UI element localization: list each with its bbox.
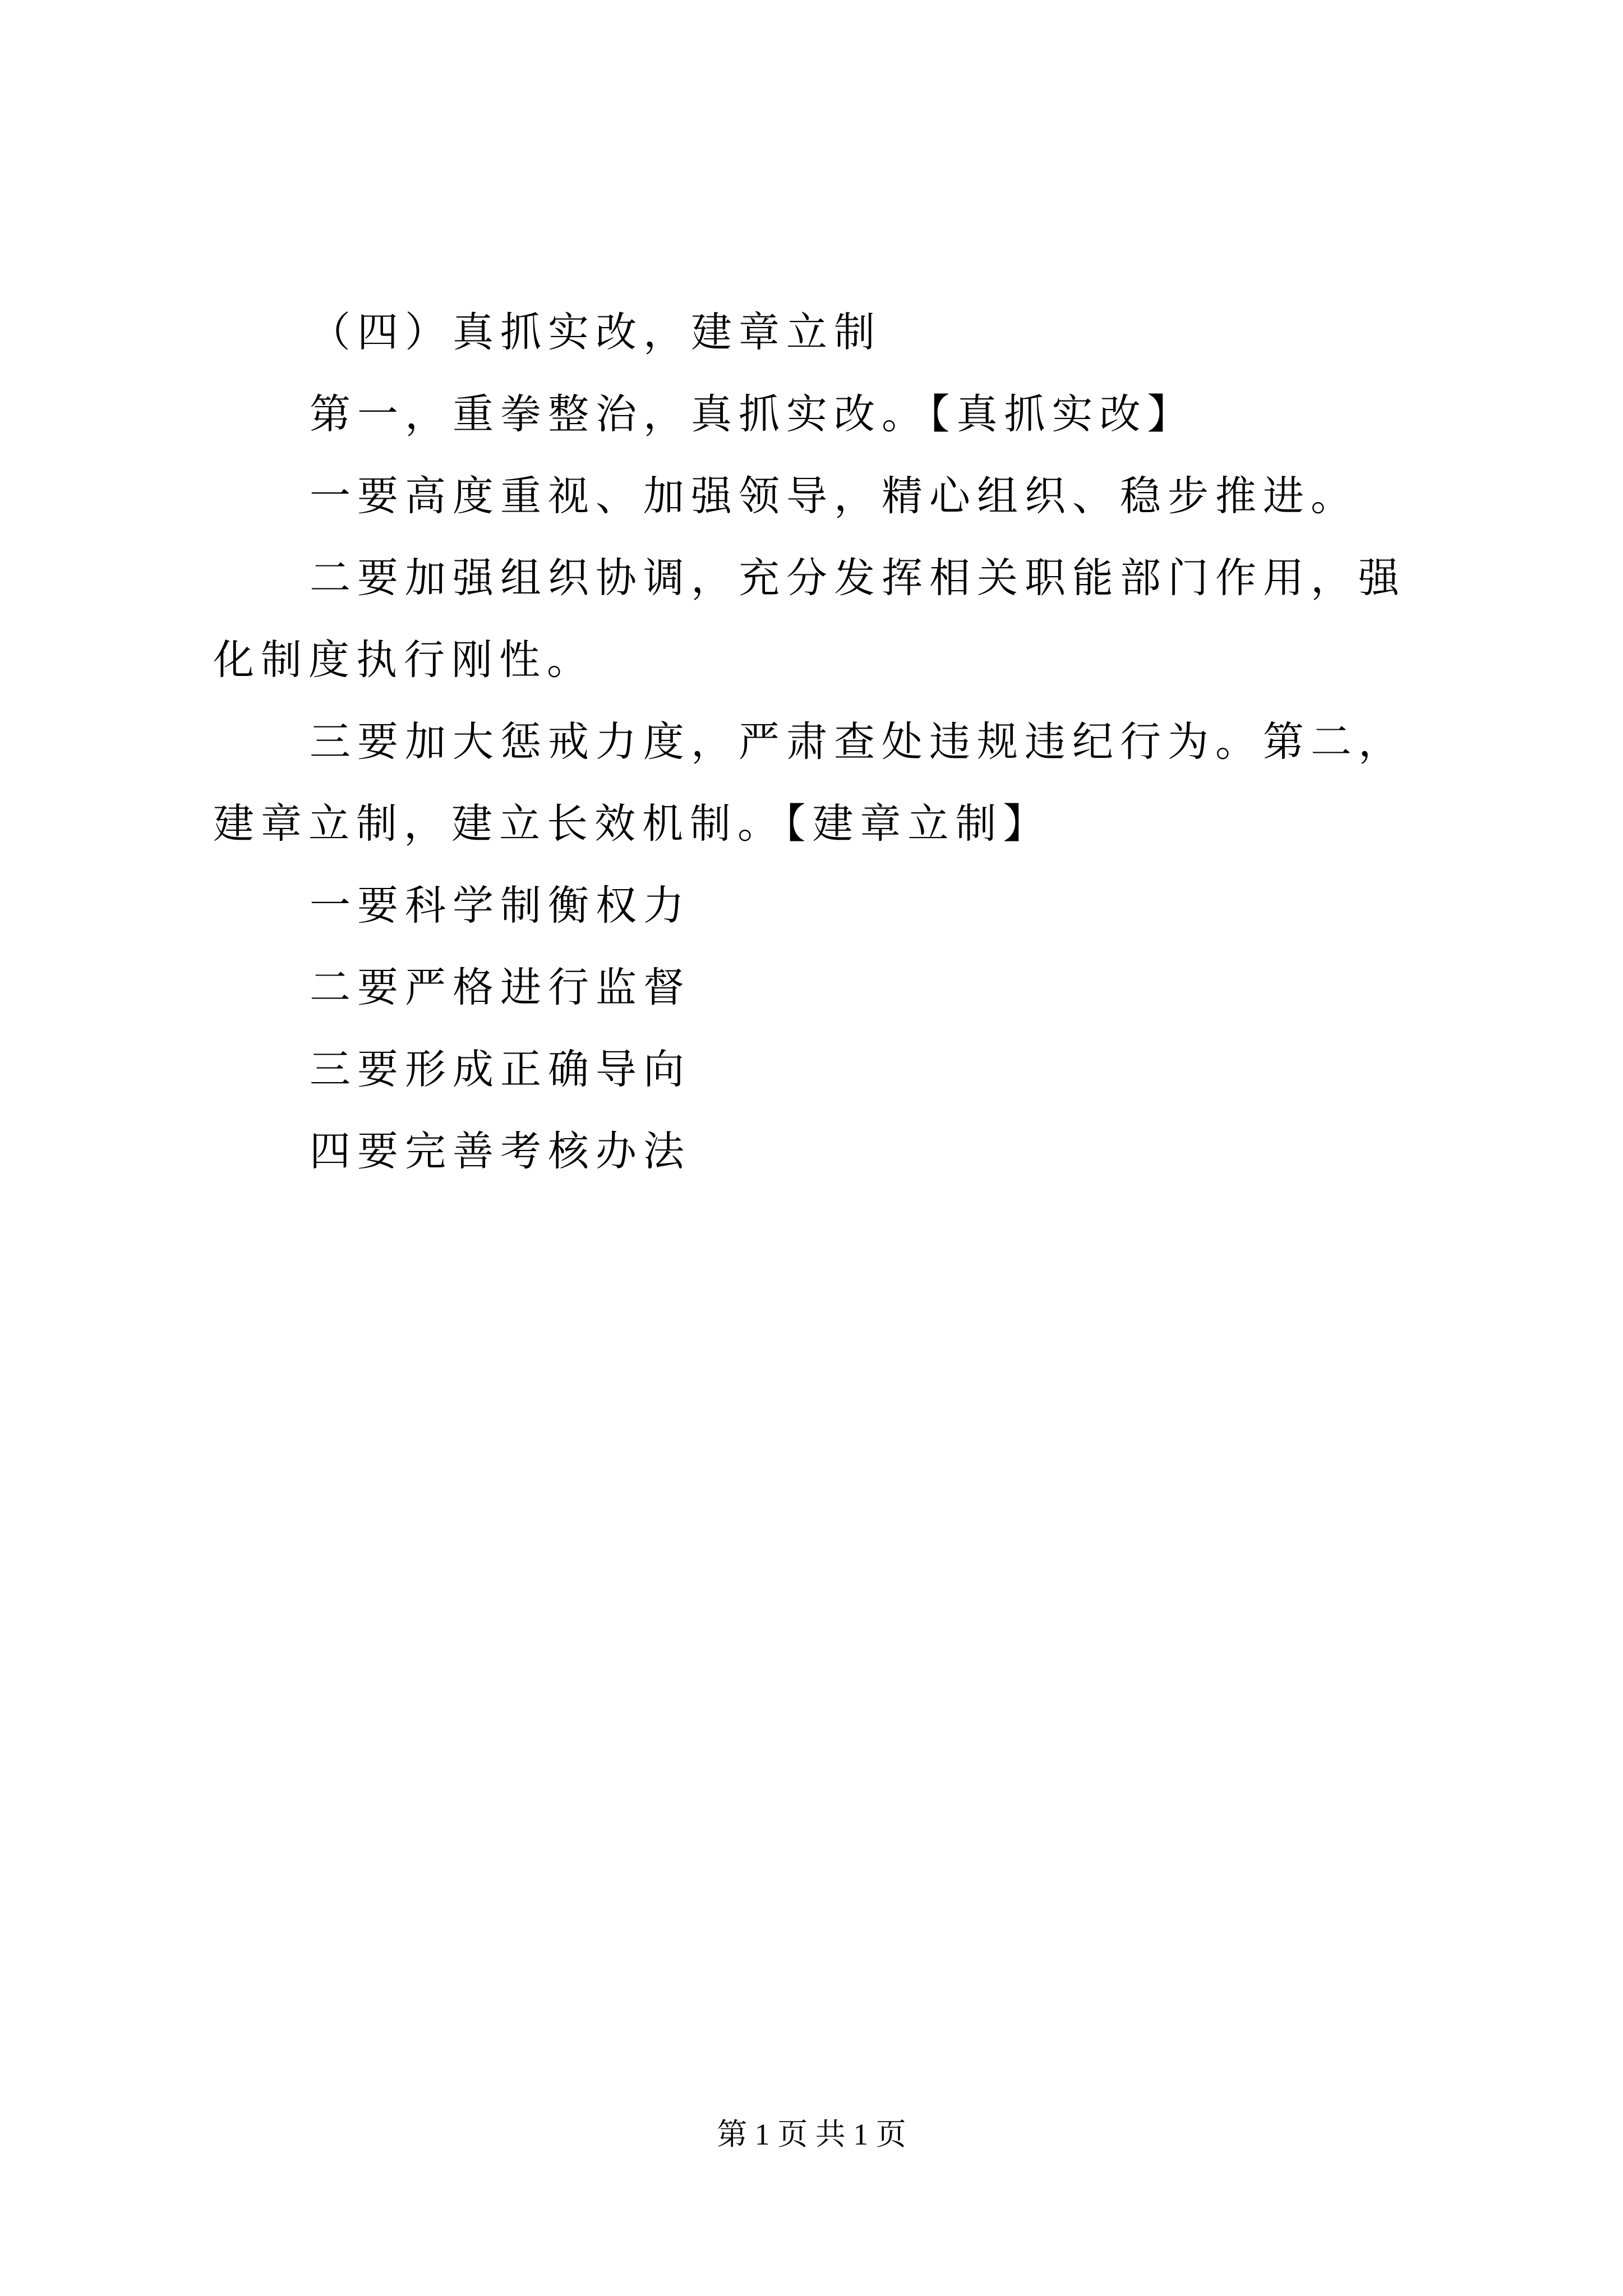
list-item: 一要科学制衡权力 <box>310 882 691 930</box>
paragraph: 一要高度重视、加强领导，精心组织、稳步推进。 <box>310 472 1358 520</box>
list-item: 三要形成正确导向 <box>310 1046 691 1093</box>
page-footer: 第 1 页 共 1 页 <box>717 2118 906 2151</box>
list-item: 四要完善考核办法 <box>310 1128 691 1175</box>
document-body <box>213 292 1438 1193</box>
paragraph: 三要加大惩戒力度，严肃查处违规违纪行为。第二，建章立制，建立长效机制。【建章立制】 <box>213 718 1406 848</box>
list-item: 二要严格进行监督 <box>310 964 691 1011</box>
paragraph: 第一，重拳整治，真抓实改。【真抓实改】 <box>310 390 1195 438</box>
section-heading: （四）真抓实改，建章立制 <box>310 309 882 356</box>
paragraph: 二要加强组织协调，充分发挥相关职能部门作用，强化制度执行刚性。 <box>213 554 1406 684</box>
